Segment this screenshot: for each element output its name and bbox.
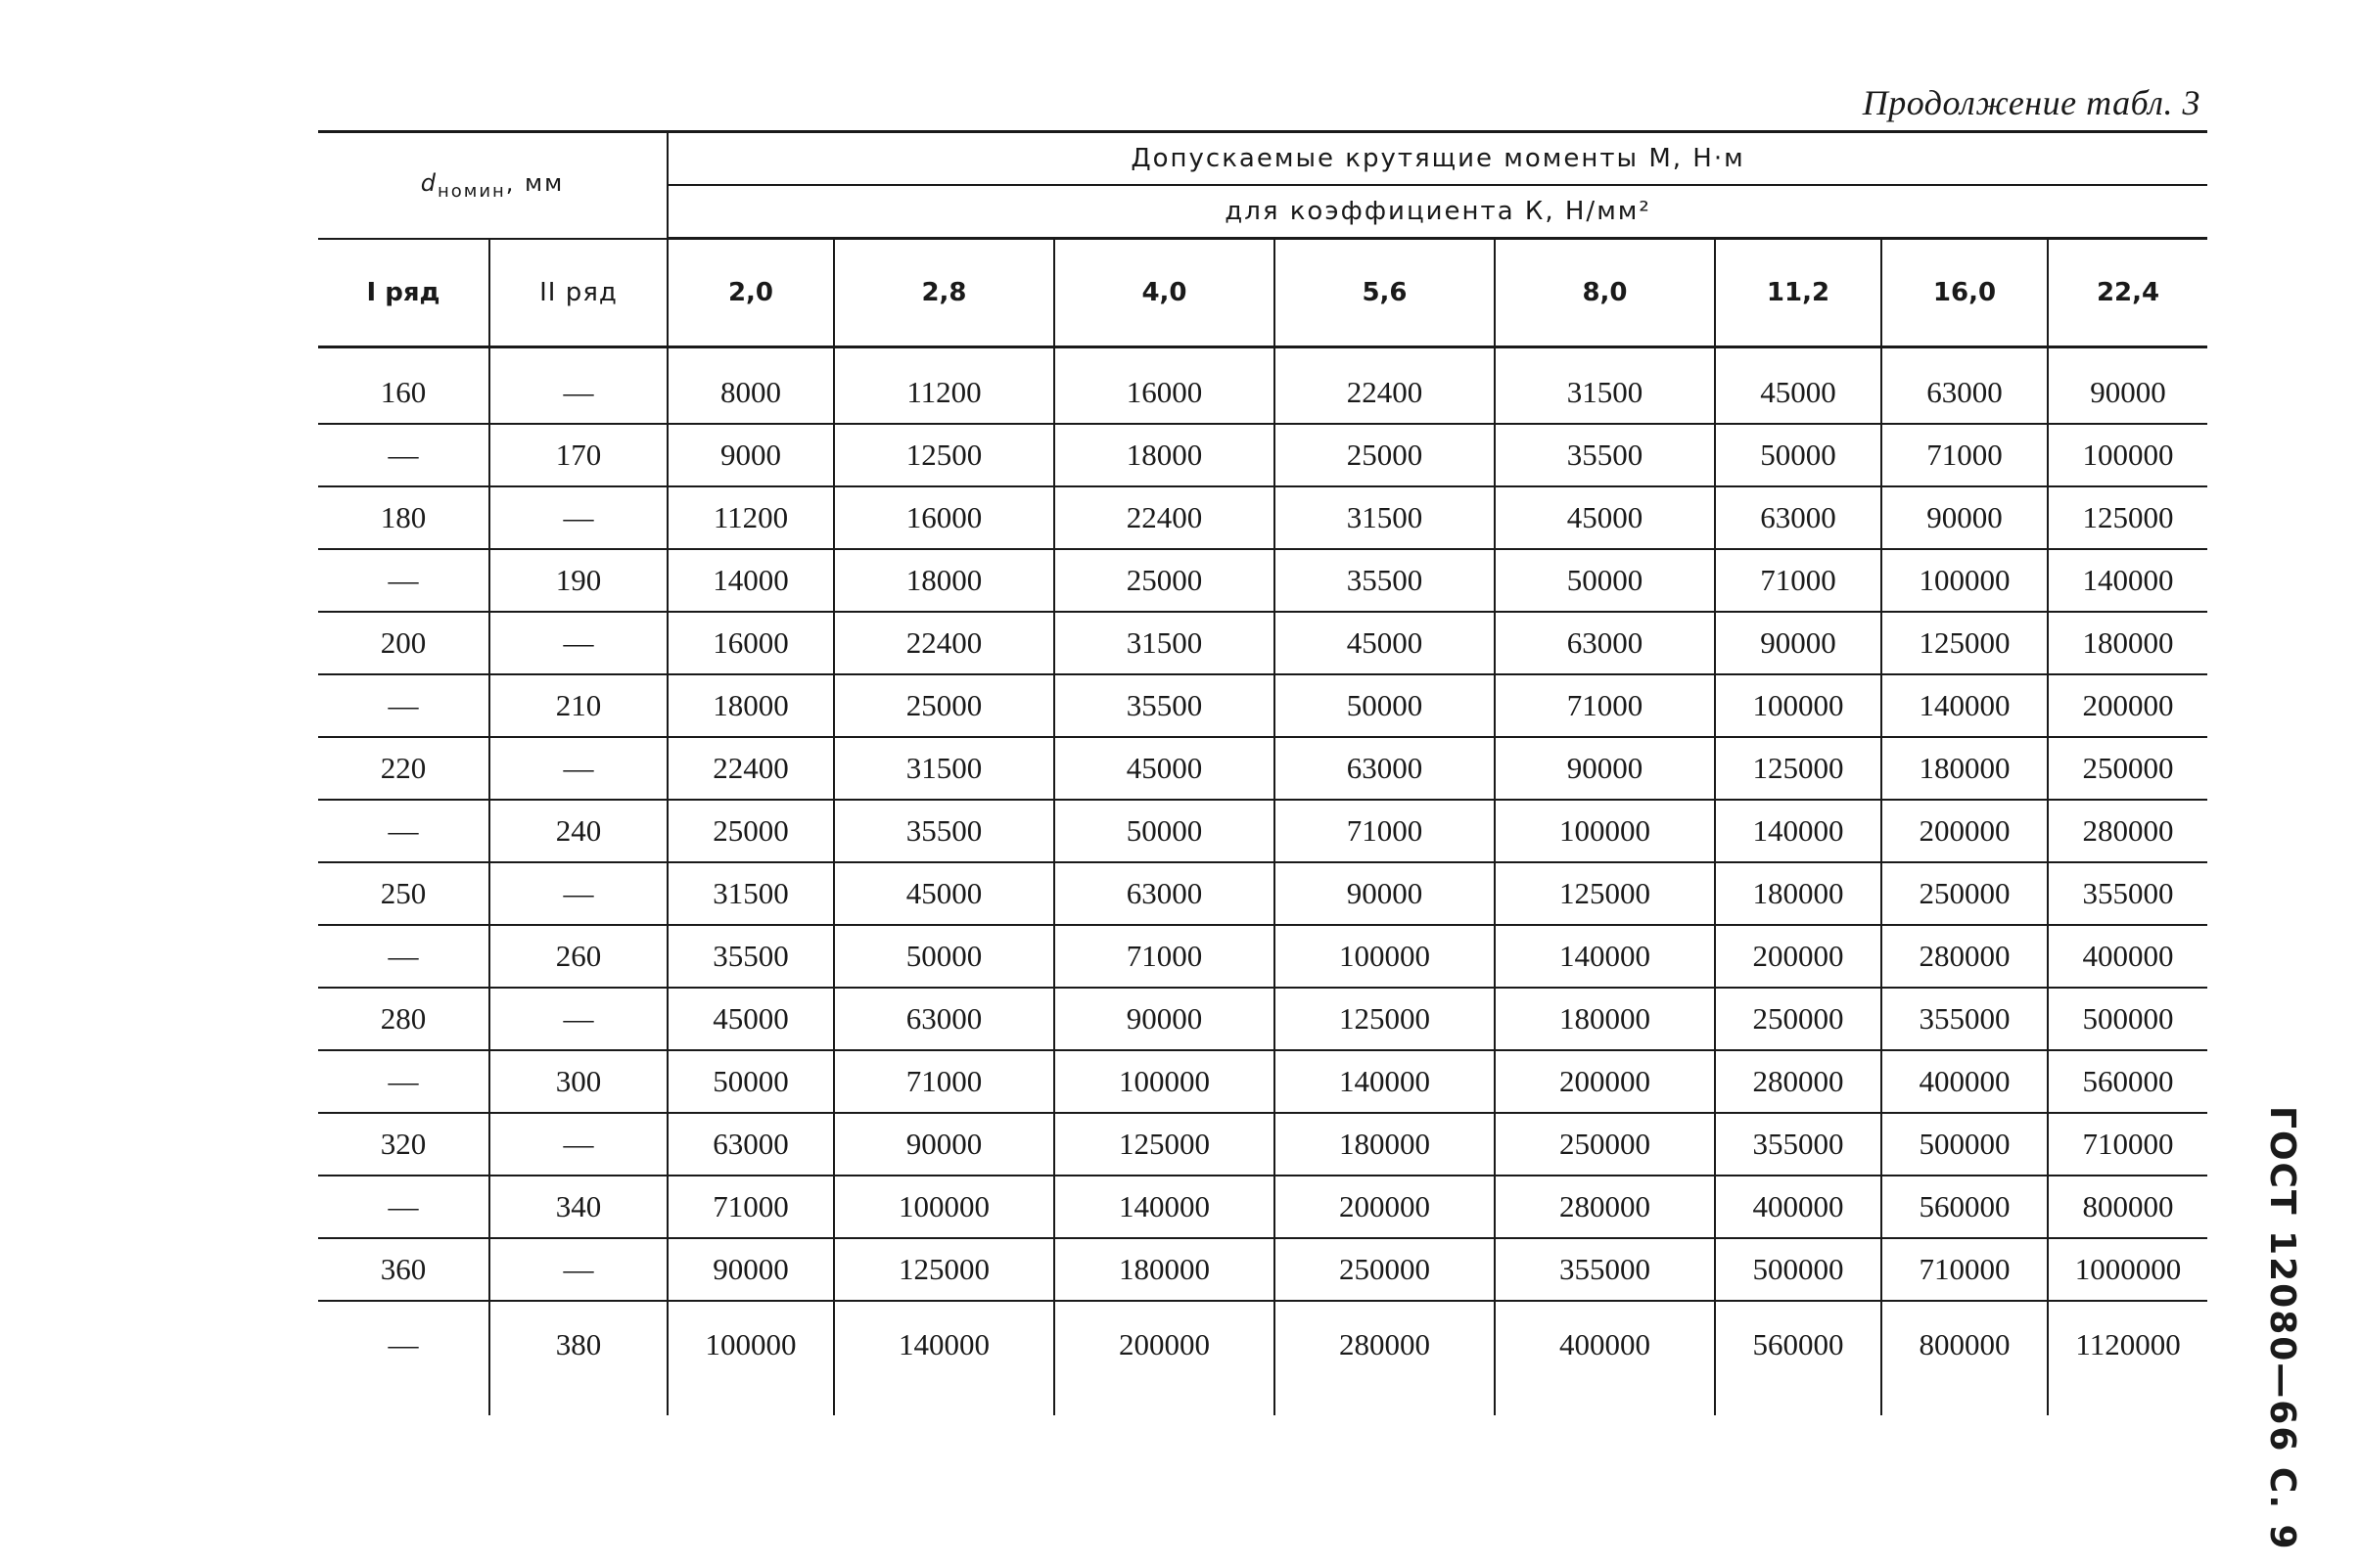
torque-value-cell: 71000 (834, 1050, 1054, 1113)
torque-value-cell: 500000 (1715, 1238, 1881, 1301)
table-row (318, 925, 2207, 988)
torque-value-cell: 200000 (1881, 800, 2048, 862)
diameter-unit: , мм (505, 168, 565, 197)
torque-value-cell: 22400 (834, 612, 1054, 674)
torque-value-cell: 45000 (1274, 612, 1495, 674)
torque-value-cell: 45000 (1054, 737, 1274, 800)
k-value-header: 2,0 (668, 239, 834, 347)
torque-value-cell: 18000 (834, 549, 1054, 612)
torque-value-cell: 90000 (1495, 737, 1715, 800)
torque-value-cell: 400000 (1495, 1301, 1715, 1415)
torque-value-cell: 71000 (1495, 674, 1715, 737)
torque-value-cell: 11200 (834, 347, 1054, 425)
torque-value-cell: 140000 (1274, 1050, 1495, 1113)
series-2-cell: 340 (489, 1176, 668, 1238)
torque-value-cell: 280000 (1495, 1176, 1715, 1238)
torque-value-cell: 16000 (834, 486, 1054, 549)
torque-value-cell: 560000 (1881, 1176, 2048, 1238)
torque-value-cell: 63000 (1715, 486, 1881, 549)
torque-value-cell: 355000 (1715, 1113, 1881, 1176)
table-row (318, 424, 2207, 486)
torque-value-cell: 280000 (1881, 925, 2048, 988)
series-1-cell: — (318, 1301, 489, 1415)
series-2-cell: 190 (489, 549, 668, 612)
torque-value-cell: 280000 (1715, 1050, 1881, 1113)
torque-value-cell: 280000 (1274, 1301, 1495, 1415)
torque-value-cell: 500000 (1881, 1113, 2048, 1176)
torque-value-cell: 140000 (1054, 1176, 1274, 1238)
document-page-label: ГОСТ 12080—66 С. 9 (2262, 1106, 2302, 1551)
k-value-header: 8,0 (1495, 239, 1715, 347)
torque-value-cell: 355000 (2048, 862, 2207, 925)
torque-value-cell: 125000 (1054, 1113, 1274, 1176)
torque-value-cell: 45000 (1715, 347, 1881, 425)
torque-value-cell: 125000 (1715, 737, 1881, 800)
torque-value-cell: 180000 (1054, 1238, 1274, 1301)
torque-value-cell: 250000 (1274, 1238, 1495, 1301)
series-1-cell: 220 (318, 737, 489, 800)
torque-value-cell: 250000 (1495, 1113, 1715, 1176)
torque-value-cell: 140000 (2048, 549, 2207, 612)
torque-value-cell: 100000 (1274, 925, 1495, 988)
torque-value-cell: 1000000 (2048, 1238, 2207, 1301)
torque-value-cell: 90000 (1274, 862, 1495, 925)
table-row (318, 612, 2207, 674)
torque-header: Допускаемые крутящие моменты М, Н·м (668, 132, 2207, 186)
torque-value-cell: 180000 (1495, 988, 1715, 1050)
series-1-cell: 320 (318, 1113, 489, 1176)
torque-value-cell: 16000 (668, 612, 834, 674)
torque-value-cell: 250000 (2048, 737, 2207, 800)
diameter-header (318, 132, 668, 239)
table-row (318, 988, 2207, 1050)
series-1-cell: — (318, 925, 489, 988)
series-2-cell: — (489, 862, 668, 925)
table-row (318, 1176, 2207, 1238)
torque-value-cell: 11200 (668, 486, 834, 549)
torque-value-cell: 140000 (834, 1301, 1054, 1415)
torque-value-cell: 100000 (668, 1301, 834, 1415)
torque-value-cell: 90000 (1054, 988, 1274, 1050)
table-row (318, 800, 2207, 862)
series-2-cell: — (489, 1113, 668, 1176)
series-1-cell: 180 (318, 486, 489, 549)
diameter-subscript: номин (437, 180, 506, 202)
torque-value-cell: 63000 (1274, 737, 1495, 800)
torque-value-cell: 14000 (668, 549, 834, 612)
torque-value-cell: 710000 (1881, 1238, 2048, 1301)
torque-value-cell: 31500 (668, 862, 834, 925)
torque-value-cell: 71000 (1274, 800, 1495, 862)
series-2-cell: — (489, 988, 668, 1050)
torque-value-cell: 25000 (1274, 424, 1495, 486)
torque-value-cell: 180000 (2048, 612, 2207, 674)
series-2-cell: — (489, 737, 668, 800)
series-2-cell: — (489, 347, 668, 425)
torque-value-cell: 100000 (1881, 549, 2048, 612)
torque-value-cell: 35500 (834, 800, 1054, 862)
torque-value-cell: 31500 (1054, 612, 1274, 674)
torque-value-cell: 22400 (1054, 486, 1274, 549)
torque-value-cell: 25000 (1054, 549, 1274, 612)
torque-value-cell: 71000 (1715, 549, 1881, 612)
torque-value-cell: 180000 (1881, 737, 2048, 800)
k-value-header: 2,8 (834, 239, 1054, 347)
torque-value-cell: 50000 (1274, 674, 1495, 737)
k-value-header: 22,4 (2048, 239, 2207, 347)
table-body (318, 347, 2207, 1416)
torque-value-cell: 100000 (834, 1176, 1054, 1238)
table-row (318, 486, 2207, 549)
table-row (318, 1238, 2207, 1301)
torque-value-cell: 560000 (1715, 1301, 1881, 1415)
torque-value-cell: 125000 (2048, 486, 2207, 549)
torque-value-cell: 800000 (2048, 1176, 2207, 1238)
torque-value-cell: 200000 (1715, 925, 1881, 988)
torque-value-cell: 22400 (1274, 347, 1495, 425)
series-1-cell: — (318, 1176, 489, 1238)
torque-value-cell: 125000 (1274, 988, 1495, 1050)
series-1-cell: 360 (318, 1238, 489, 1301)
torque-value-cell: 90000 (1715, 612, 1881, 674)
torque-value-cell: 45000 (668, 988, 834, 1050)
torque-value-cell: 63000 (1495, 612, 1715, 674)
torque-value-cell: 63000 (834, 988, 1054, 1050)
k-value-header: 4,0 (1054, 239, 1274, 347)
torque-value-cell: 100000 (2048, 424, 2207, 486)
series-2-header: II ряд (489, 239, 668, 347)
table-continuation-caption: Продолжение табл. 3 (1862, 83, 2200, 122)
torque-table (318, 130, 2207, 1415)
torque-value-cell: 50000 (1495, 549, 1715, 612)
torque-value-cell: 63000 (668, 1113, 834, 1176)
torque-value-cell: 400000 (1881, 1050, 2048, 1113)
table-row (318, 1301, 2207, 1415)
torque-value-cell: 90000 (668, 1238, 834, 1301)
torque-value-cell: 71000 (668, 1176, 834, 1238)
torque-value-cell: 560000 (2048, 1050, 2207, 1113)
torque-value-cell: 18000 (1054, 424, 1274, 486)
series-2-cell: — (489, 1238, 668, 1301)
torque-value-cell: 50000 (1715, 424, 1881, 486)
series-2-cell: — (489, 612, 668, 674)
torque-value-cell: 25000 (834, 674, 1054, 737)
k-value-header: 5,6 (1274, 239, 1495, 347)
series-2-cell: 260 (489, 925, 668, 988)
series-2-cell: 240 (489, 800, 668, 862)
series-1-header: I ряд (318, 239, 489, 347)
table-row (318, 674, 2207, 737)
series-1-cell: 280 (318, 988, 489, 1050)
torque-value-cell: 250000 (1881, 862, 2048, 925)
torque-value-cell: 140000 (1881, 674, 2048, 737)
torque-value-cell: 50000 (834, 925, 1054, 988)
torque-value-cell: 100000 (1715, 674, 1881, 737)
torque-value-cell: 35500 (1495, 424, 1715, 486)
torque-value-cell: 31500 (1495, 347, 1715, 425)
torque-value-cell: 400000 (1715, 1176, 1881, 1238)
series-2-cell: 210 (489, 674, 668, 737)
torque-value-cell: 71000 (1054, 925, 1274, 988)
series-1-cell: — (318, 424, 489, 486)
torque-value-cell: 125000 (834, 1238, 1054, 1301)
torque-value-cell: 250000 (1715, 988, 1881, 1050)
torque-value-cell: 12500 (834, 424, 1054, 486)
series-2-cell: 170 (489, 424, 668, 486)
torque-value-cell: 100000 (1054, 1050, 1274, 1113)
torque-value-cell: 25000 (668, 800, 834, 862)
k-value-header: 16,0 (1881, 239, 2048, 347)
torque-value-cell: 45000 (1495, 486, 1715, 549)
torque-value-cell: 200000 (1054, 1301, 1274, 1415)
torque-value-cell: 355000 (1495, 1238, 1715, 1301)
k-value-header: 11,2 (1715, 239, 1881, 347)
table-row (318, 549, 2207, 612)
torque-value-cell: 22400 (668, 737, 834, 800)
series-1-cell: — (318, 674, 489, 737)
torque-value-cell: 35500 (1054, 674, 1274, 737)
torque-value-cell: 16000 (1054, 347, 1274, 425)
series-1-cell: — (318, 549, 489, 612)
torque-value-cell: 200000 (1495, 1050, 1715, 1113)
torque-value-cell: 35500 (668, 925, 834, 988)
series-2-cell: — (489, 486, 668, 549)
torque-value-cell: 200000 (1274, 1176, 1495, 1238)
torque-value-cell: 1120000 (2075, 1327, 2181, 1361)
torque-value-cell: 710000 (2048, 1113, 2207, 1176)
torque-value-cell: 100000 (1495, 800, 1715, 862)
torque-value-cell: 800000 (1881, 1301, 2048, 1415)
torque-value-cell: 31500 (834, 737, 1054, 800)
torque-value-cell: 180000 (1715, 862, 1881, 925)
series-1-cell: — (318, 1050, 489, 1113)
torque-value-cell: 71000 (1881, 424, 2048, 486)
table-row (318, 862, 2207, 925)
torque-value-cell: 9000 (668, 424, 834, 486)
table-row (318, 737, 2207, 800)
series-1-cell: 200 (318, 612, 489, 674)
torque-value-cell: 90000 (834, 1113, 1054, 1176)
torque-value-cell: 35500 (1274, 549, 1495, 612)
table-row (318, 1113, 2207, 1176)
torque-value-cell: 140000 (1495, 925, 1715, 988)
torque-value-cell: 200000 (2048, 674, 2207, 737)
torque-value-cell: 280000 (2048, 800, 2207, 862)
torque-value-cell: 90000 (1881, 486, 2048, 549)
torque-value-cell: 8000 (668, 347, 834, 425)
torque-value-cell: 355000 (1881, 988, 2048, 1050)
torque-value-cell: 500000 (2048, 988, 2207, 1050)
torque-value-cell: 45000 (834, 862, 1054, 925)
torque-value-cell: 90000 (2048, 347, 2207, 425)
series-1-cell: 160 (318, 347, 489, 425)
series-2-cell: 300 (489, 1050, 668, 1113)
torque-value-cell: 50000 (1054, 800, 1274, 862)
table-row (318, 347, 2207, 425)
torque-value-cell: 140000 (1715, 800, 1881, 862)
torque-value-cell: 31500 (1274, 486, 1495, 549)
torque-value-cell: 125000 (1495, 862, 1715, 925)
torque-value-cell: 63000 (1881, 347, 2048, 425)
torque-value-cell: 18000 (668, 674, 834, 737)
series-1-cell: 250 (318, 862, 489, 925)
torque-value-cell: 63000 (1054, 862, 1274, 925)
series-1-cell: — (318, 800, 489, 862)
torque-value-cell: 180000 (1274, 1113, 1495, 1176)
torque-table-container (318, 130, 2207, 1415)
torque-value-cell: 400000 (2048, 925, 2207, 988)
torque-value-cell: 125000 (1881, 612, 2048, 674)
series-2-cell: 380 (489, 1301, 668, 1415)
coefficient-header: для коэффициента К, Н/мм² (668, 185, 2207, 239)
torque-value-cell: 50000 (668, 1050, 834, 1113)
diameter-symbol: d (420, 168, 438, 197)
table-row (318, 1050, 2207, 1113)
